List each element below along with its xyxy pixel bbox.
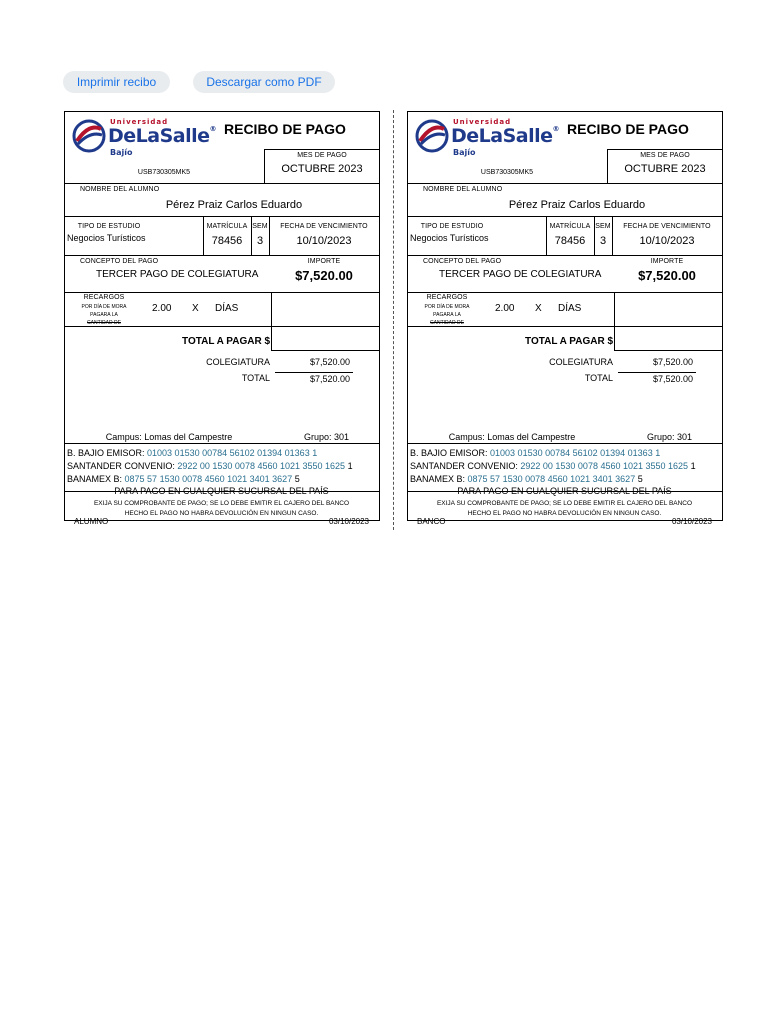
issue-date: 03/10/2023 xyxy=(328,517,369,526)
bank-account: 2922 00 1530 0078 4560 1021 3550 1625 xyxy=(177,461,346,471)
campus-text: Campus: Lomas del Campestre xyxy=(448,432,576,442)
tuition-value: $7,520.00 xyxy=(309,357,350,367)
enrollment-value: 78456 xyxy=(211,235,243,247)
student-name-label: NOMBRE DEL ALUMNO xyxy=(80,186,160,193)
surcharge-label: RECARGOS xyxy=(83,294,125,301)
logo-campus-text: Bajío xyxy=(110,148,133,157)
concept-value: TERCER PAGO DE COLEGIATURA xyxy=(96,269,259,280)
bank-account: 01003 01530 00784 56102 01394 01363 1 xyxy=(490,448,661,458)
receipt-title: RECIBO DE PAGO xyxy=(224,121,346,137)
surcharge-label: RECARGOS xyxy=(426,294,468,301)
logo-name-text xyxy=(108,125,216,147)
branch-note: PARA PAGO EN CUALQUIER SUCURSAL DEL PAÍS xyxy=(457,486,672,496)
surcharge-days: DÍAS xyxy=(215,303,239,314)
reference-code: USB730305MK5 xyxy=(137,169,191,176)
concept-label: CONCEPTO DEL PAGO xyxy=(80,258,159,265)
due-date-label: FECHA DE VENCIMIENTO xyxy=(623,223,711,230)
surcharge-note-line: PAGARA LA xyxy=(90,312,118,318)
sum-label: TOTAL xyxy=(241,373,270,383)
tuition-label: COLEGIATURA xyxy=(549,357,613,367)
surcharge-note-line: POR DÍA DE MORA xyxy=(424,304,470,310)
sum-label: TOTAL xyxy=(584,373,613,383)
bank-name: BANAMEX B: xyxy=(67,474,123,484)
bank-reference-3 xyxy=(410,474,643,484)
bank-name: SANTANDER CONVENIO: xyxy=(410,461,518,471)
bank-reference-1 xyxy=(67,448,317,458)
logo-name: DeLaSalle xyxy=(451,125,553,147)
bank-name: B. BAJIO EMISOR: xyxy=(410,448,488,458)
cut-line xyxy=(393,110,394,530)
enrollment-label: MATRÍCULA xyxy=(206,223,248,230)
bank-check-digit: 5 xyxy=(637,474,643,484)
group-text: Grupo: 301 xyxy=(647,432,693,442)
legal-line-1: EXIJA SU COMPROBANTE DE PAGO; SE LO DEBE EMITIR EL CAJERO DEL BANCO xyxy=(93,500,350,507)
campus-text: Campus: Lomas del Campestre xyxy=(105,432,233,442)
surcharge-note-line: PAGARA LA xyxy=(433,312,461,318)
surcharge-note-line: CANTIDAD DE xyxy=(430,320,464,326)
student-name-value: Pérez Praiz Carlos Eduardo xyxy=(165,199,303,211)
logo-campus-text: Bajío xyxy=(453,148,476,157)
sum-value: $7,520.00 xyxy=(652,374,693,384)
university-logo xyxy=(72,117,217,157)
enrollment-label: MATRÍCULA xyxy=(549,223,591,230)
surcharge-note xyxy=(64,303,144,327)
bank-name: SANTANDER CONVENIO: xyxy=(67,461,175,471)
legal-line-1: EXIJA SU COMPROBANTE DE PAGO; SE LO DEBE EMITIR EL CAJERO DEL BANCO xyxy=(436,500,693,507)
bank-account: 0875 57 1530 0078 4560 1021 3401 3627 xyxy=(124,474,293,484)
download-pdf-button[interactable]: Descargar como PDF xyxy=(193,71,335,93)
surcharge-rate: 2.00 xyxy=(152,303,172,314)
bank-account: 2922 00 1530 0078 4560 1021 3550 1625 xyxy=(520,461,689,471)
logo-emblem-icon xyxy=(72,119,106,153)
study-type-value: Negocios Turísticos xyxy=(67,233,146,243)
student-name-label: NOMBRE DEL ALUMNO xyxy=(423,186,503,193)
semester-label: SEM xyxy=(252,223,268,230)
branch-note: PARA PAGO EN CUALQUIER SUCURSAL DEL PAÍS xyxy=(114,486,329,496)
bank-check-digit: 5 xyxy=(294,474,300,484)
surcharge-multiplier: X xyxy=(535,303,542,314)
bank-account: 01003 01530 00784 56102 01394 01363 1 xyxy=(147,448,318,458)
bank-reference-3 xyxy=(67,474,300,484)
bank-account: 0875 57 1530 0078 4560 1021 3401 3627 xyxy=(467,474,636,484)
total-to-pay-label: TOTAL A PAGAR $ xyxy=(525,336,613,347)
bank-name: BANAMEX B: xyxy=(410,474,466,484)
month-label: MES DE PAGO xyxy=(297,152,347,159)
sum-value: $7,520.00 xyxy=(309,374,350,384)
month-label: MES DE PAGO xyxy=(640,152,690,159)
enrollment-value: 78456 xyxy=(554,235,586,247)
student-name-value: Pérez Praiz Carlos Eduardo xyxy=(508,199,646,211)
amount-label: IMPORTE xyxy=(650,258,684,265)
surcharge-days: DÍAS xyxy=(558,303,582,314)
surcharge-note-line: CANTIDAD DE xyxy=(87,320,121,326)
logo-emblem-icon xyxy=(415,119,449,153)
legal-line-2: HECHO EL PAGO NO HABRA DEVOLUCIÓN EN NINGUN CASO. xyxy=(467,510,662,517)
bank-check-digit: 1 xyxy=(347,461,353,471)
surcharge-note xyxy=(407,303,487,327)
study-type-label: TIPO DE ESTUDIO xyxy=(77,223,141,230)
logo-registered-mark: ® xyxy=(552,125,560,133)
semester-label: SEM xyxy=(595,223,611,230)
amount-value: $7,520.00 xyxy=(638,268,696,283)
copy-label: BANCO xyxy=(417,517,446,526)
tuition-label: COLEGIATURA xyxy=(206,357,270,367)
semester-value: 3 xyxy=(256,235,264,247)
bank-reference-1 xyxy=(410,448,660,458)
amount-value: $7,520.00 xyxy=(295,268,353,283)
study-type-value: Negocios Turísticos xyxy=(410,233,489,243)
legal-line-2: HECHO EL PAGO NO HABRA DEVOLUCIÓN EN NINGUN CASO. xyxy=(124,510,319,517)
university-logo xyxy=(415,117,560,157)
semester-value: 3 xyxy=(599,235,607,247)
study-type-label: TIPO DE ESTUDIO xyxy=(420,223,484,230)
concept-value: TERCER PAGO DE COLEGIATURA xyxy=(439,269,602,280)
bank-reference-2 xyxy=(67,461,353,471)
receipt-student-copy xyxy=(64,111,380,529)
bank-check-digit: 1 xyxy=(690,461,696,471)
receipt-title: RECIBO DE PAGO xyxy=(567,121,689,137)
group-text: Grupo: 301 xyxy=(304,432,350,442)
print-receipt-button[interactable]: Imprimir recibo xyxy=(63,71,170,93)
receipt-bank-copy xyxy=(407,111,723,529)
logo-top-text: Universidad xyxy=(453,118,512,126)
amount-label: IMPORTE xyxy=(307,258,341,265)
logo-name: DeLaSalle xyxy=(108,125,210,147)
month-value: OCTUBRE 2023 xyxy=(624,163,706,175)
due-date-label: FECHA DE VENCIMIENTO xyxy=(280,223,368,230)
issue-date: 03/10/2023 xyxy=(671,517,712,526)
tuition-value: $7,520.00 xyxy=(652,357,693,367)
surcharge-multiplier: X xyxy=(192,303,199,314)
bank-name: B. BAJIO EMISOR: xyxy=(67,448,145,458)
surcharge-rate: 2.00 xyxy=(495,303,515,314)
concept-label: CONCEPTO DEL PAGO xyxy=(423,258,502,265)
reference-code: USB730305MK5 xyxy=(480,169,534,176)
due-date-value: 10/10/2023 xyxy=(639,235,695,247)
total-to-pay-label: TOTAL A PAGAR $ xyxy=(182,336,270,347)
logo-name-text xyxy=(451,125,559,147)
copy-label: ALUMNO xyxy=(74,517,109,526)
due-date-value: 10/10/2023 xyxy=(296,235,352,247)
logo-top-text: Universidad xyxy=(110,118,169,126)
logo-registered-mark: ® xyxy=(209,125,217,133)
bank-reference-2 xyxy=(410,461,696,471)
month-value: OCTUBRE 2023 xyxy=(281,163,363,175)
surcharge-note-line: POR DÍA DE MORA xyxy=(81,304,127,310)
